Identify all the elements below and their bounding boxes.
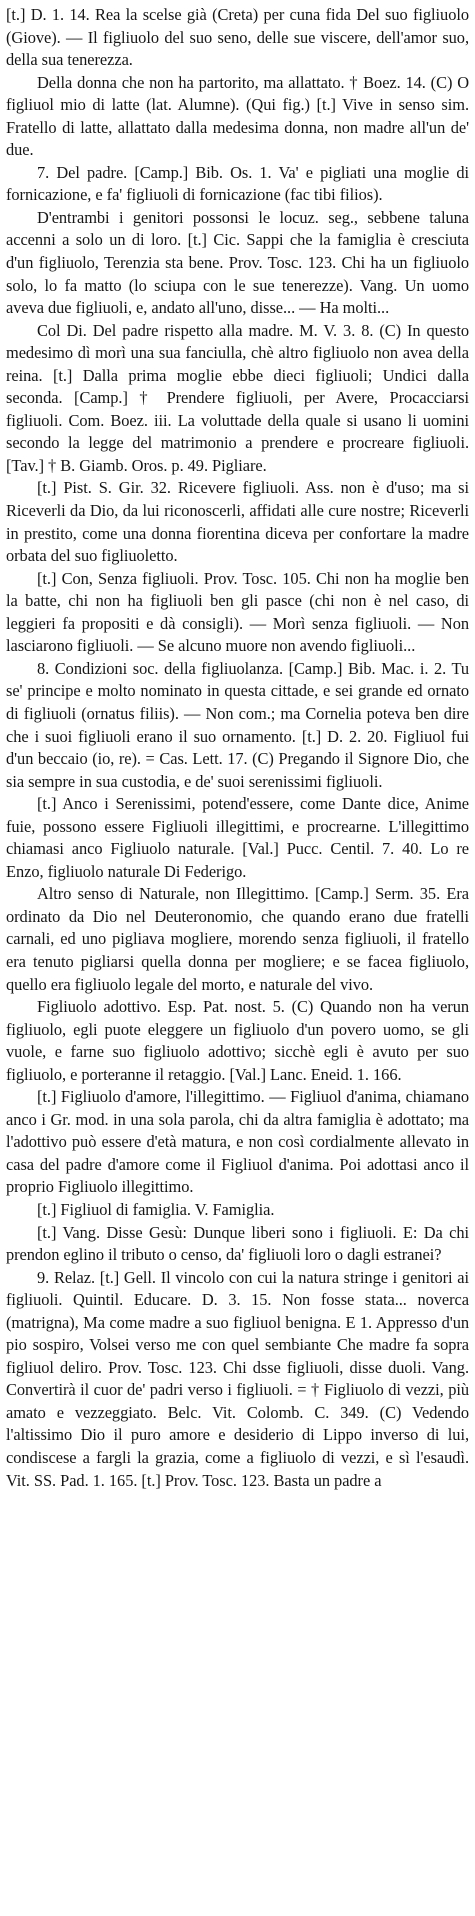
entry-paragraph: 9. Relaz. [t.] Gell. Il vincolo con cui la natura stringe i genitori ai figliuoli. Quintil. Educare. D. 3. 15. Non fosse stata... novercа (matrigna), Ma come madre a suo figliuol benigna. E 1. Appresso d'un pio sospiro, Volsei verso me con quel sembiante Che madre fa sopra figliuol deliro. Prov. Tosc. 123. Chi dsse figliuoli, disse duoli. Vang. Convertirà il cuor de' padri verso i figliuoli. = † Figliuolo di vezzi, più amato e vezzeggiato. Belc. Vit. Colomb. C. 349. (C) Vedendo l'altissimo Dio il puro amore e desiderio di Lippo inverso di lui, condiscese a fargli la grazia, come a figliuolo di vezzi, e sì l'esaudì. Vit. SS. Pad. 1. 165. [t.] Prov. Tosc. 123. Basta un padre a: [6, 1267, 469, 1490]
entry-paragraph: D'entrambi i genitori possonsi le locuz. seg., sebbene taluna accenni a solo un di loro. [t.] Cic. Sappi che la famiglia è cresciuta d'un figliuolo, Terenzia sta bene. Prov. Tosc. 123. Chi ha un figliuolo solo, lo fa matto (lo sciupa con le sue tenerezze). Vang. Un uomo aveva due figliuoli, e, andato all'uno, disse... — Ha molti...: [6, 207, 469, 318]
entry-paragraph: Della donna che non ha partorito, ma allattato. † Boez. 14. (C) O figliuol mio di latte (lat. Alumne). (Qui fig.) [t.] Vive in senso sim. Fratello di latte, allattato dalla medesima donna, non madre all'un de' due.: [6, 72, 469, 160]
entry-paragraph: [t.] Pist. S. Gir. 32. Ricevere figliuoli. Ass. non è d'uso; ma si Riceverli da Dio, da lui riconoscerli, affidati alle cure nostre; Riceverli in prestito, come una donna fiorentina diceva per confortare la madre orbata del suo figliuoletto.: [6, 478, 469, 566]
entry-paragraph: 7. Del padre. [Camp.] Bib. Os. 1. Va' e pigliati una moglie di fornicazione, e fa' figliuoli di fornicazione (fac tibi filios).: [6, 162, 469, 205]
entry-paragraph: [t.] Figliuolo d'amore, l'illegittimo. — Figliuol d'anima, chiamano anco i Gr. mod. in una sola parola, chi da altra famiglia è adottato; ma l'adottivo può essere d'età matura, e non così cordialmente allevato in casa del padre d'amore come il Figliuol d'anima. Poi adottasi anco il proprio Figliuolo illegittimo.: [6, 1087, 469, 1197]
entry-paragraph: [t.] Figliuol di famiglia. V. Famiglia.: [37, 1199, 275, 1219]
entry-paragraph: [t.] Con, Senza figliuoli. Prov. Tosc. 105. Chi non ha moglie ben la batte, chi non ha figliuoli ben gli pasce (chi non è nel caso, di leggieri fa propositi e dà consigli). — Morì senza figliuoli. — Non lasciarono figliuoli. — Se alcuno muore non avendo figliuoli...: [6, 568, 469, 656]
entry-paragraph: [t.] D. 1. 14. Rea la scelse già (Creta) per cuna fida Del suo figliuolo (Giove). — Il figliuolo del suo seno, delle sue viscere, dell'amor suo, della sua tenerezza.: [6, 5, 469, 70]
dictionary-entry-figliuolo: [6, 4, 469, 1492]
entry-paragraph: 8. Condizioni soc. della figliuolanza. [Camp.] Bib. Mac. i. 2. Tu se' principe e molto nominato in questa cittade, e sei grande ed ornato di figliuoli (ornatus filiis). — Non com.; ma Cornelia poteva ben dire che i suoi figliuoli erano il suo ornamento. [t.] D. 2. 20. Figliuol fui d'un beccaio (io, re). = Cas. Lett. 17. (C) Pregando il Signore Dio, che sia sempre in sua custodia, e de' suoi serenissimi figliuoli.: [6, 658, 469, 791]
entry-paragraph: Altro senso di Naturale, non Illegittimo. [Camp.] Serm. 35. Era ordinato da Dio nel Deuteronomio, che quando erano due fratelli carnali, ed uno pigliava mogliere, morendo senza figliuoli, il fratello era tenuto pigliarsi quella donna per mogliere; e se facea figliuolo, quello era figliuolo legale del morto, e naturale del vivo.: [6, 884, 469, 994]
entry-paragraph: [t.] Anco i Serenissimi, potend'essere, come Dante dice, Anime fuie, possono essere Figliuoli illegittimi, e procrearne. L'illegittimo chiamasi anco Figliuolo naturale. [Val.] Pucc. Centil. 7. 40. Lo re Enzo, figliuolo naturale Di Federigo.: [6, 794, 469, 881]
entry-paragraph: Figliuolo adottivo. Esp. Pat. nost. 5. (C) Quando non ha verun figliuolo, egli puote eleggere un figliuolo d'un povero uomo, se gli vuole, e farne suo figliuolo adottivo; sicchè egli è avuto per suo figliuolo, e porteranne il retaggio. [Val.] Lanc. Eneid. 1. 166.: [6, 997, 469, 1084]
entry-paragraph: Col Di. Del padre rispetto alla madre. M. V. 3. 8. (C) In questo medesimo dì morì una sua fanciulla, chè altro figliuolo non avea della reina. [t.] Dalla prima moglie ebbe dieci figliuoli; Undici dalla seconda. [Camp.] † Prendere figliuoli, per Avere, Procacciarsi figliuoli. Com. Boez. iii. La voluttade della quale si usano li uomini secondo la legge del matrimonio a prendere e procreare figliuoli. [Tav.] † B. Giamb. Oros. p. 49. Pigliare.: [6, 320, 469, 475]
entry-paragraph: [t.] Vang. Disse Gesù: Dunque liberi sono i figliuoli. E: Da chi prendon eglino il tributo o censo, da' figliuoli loro o dagli estranei?: [6, 1222, 469, 1265]
